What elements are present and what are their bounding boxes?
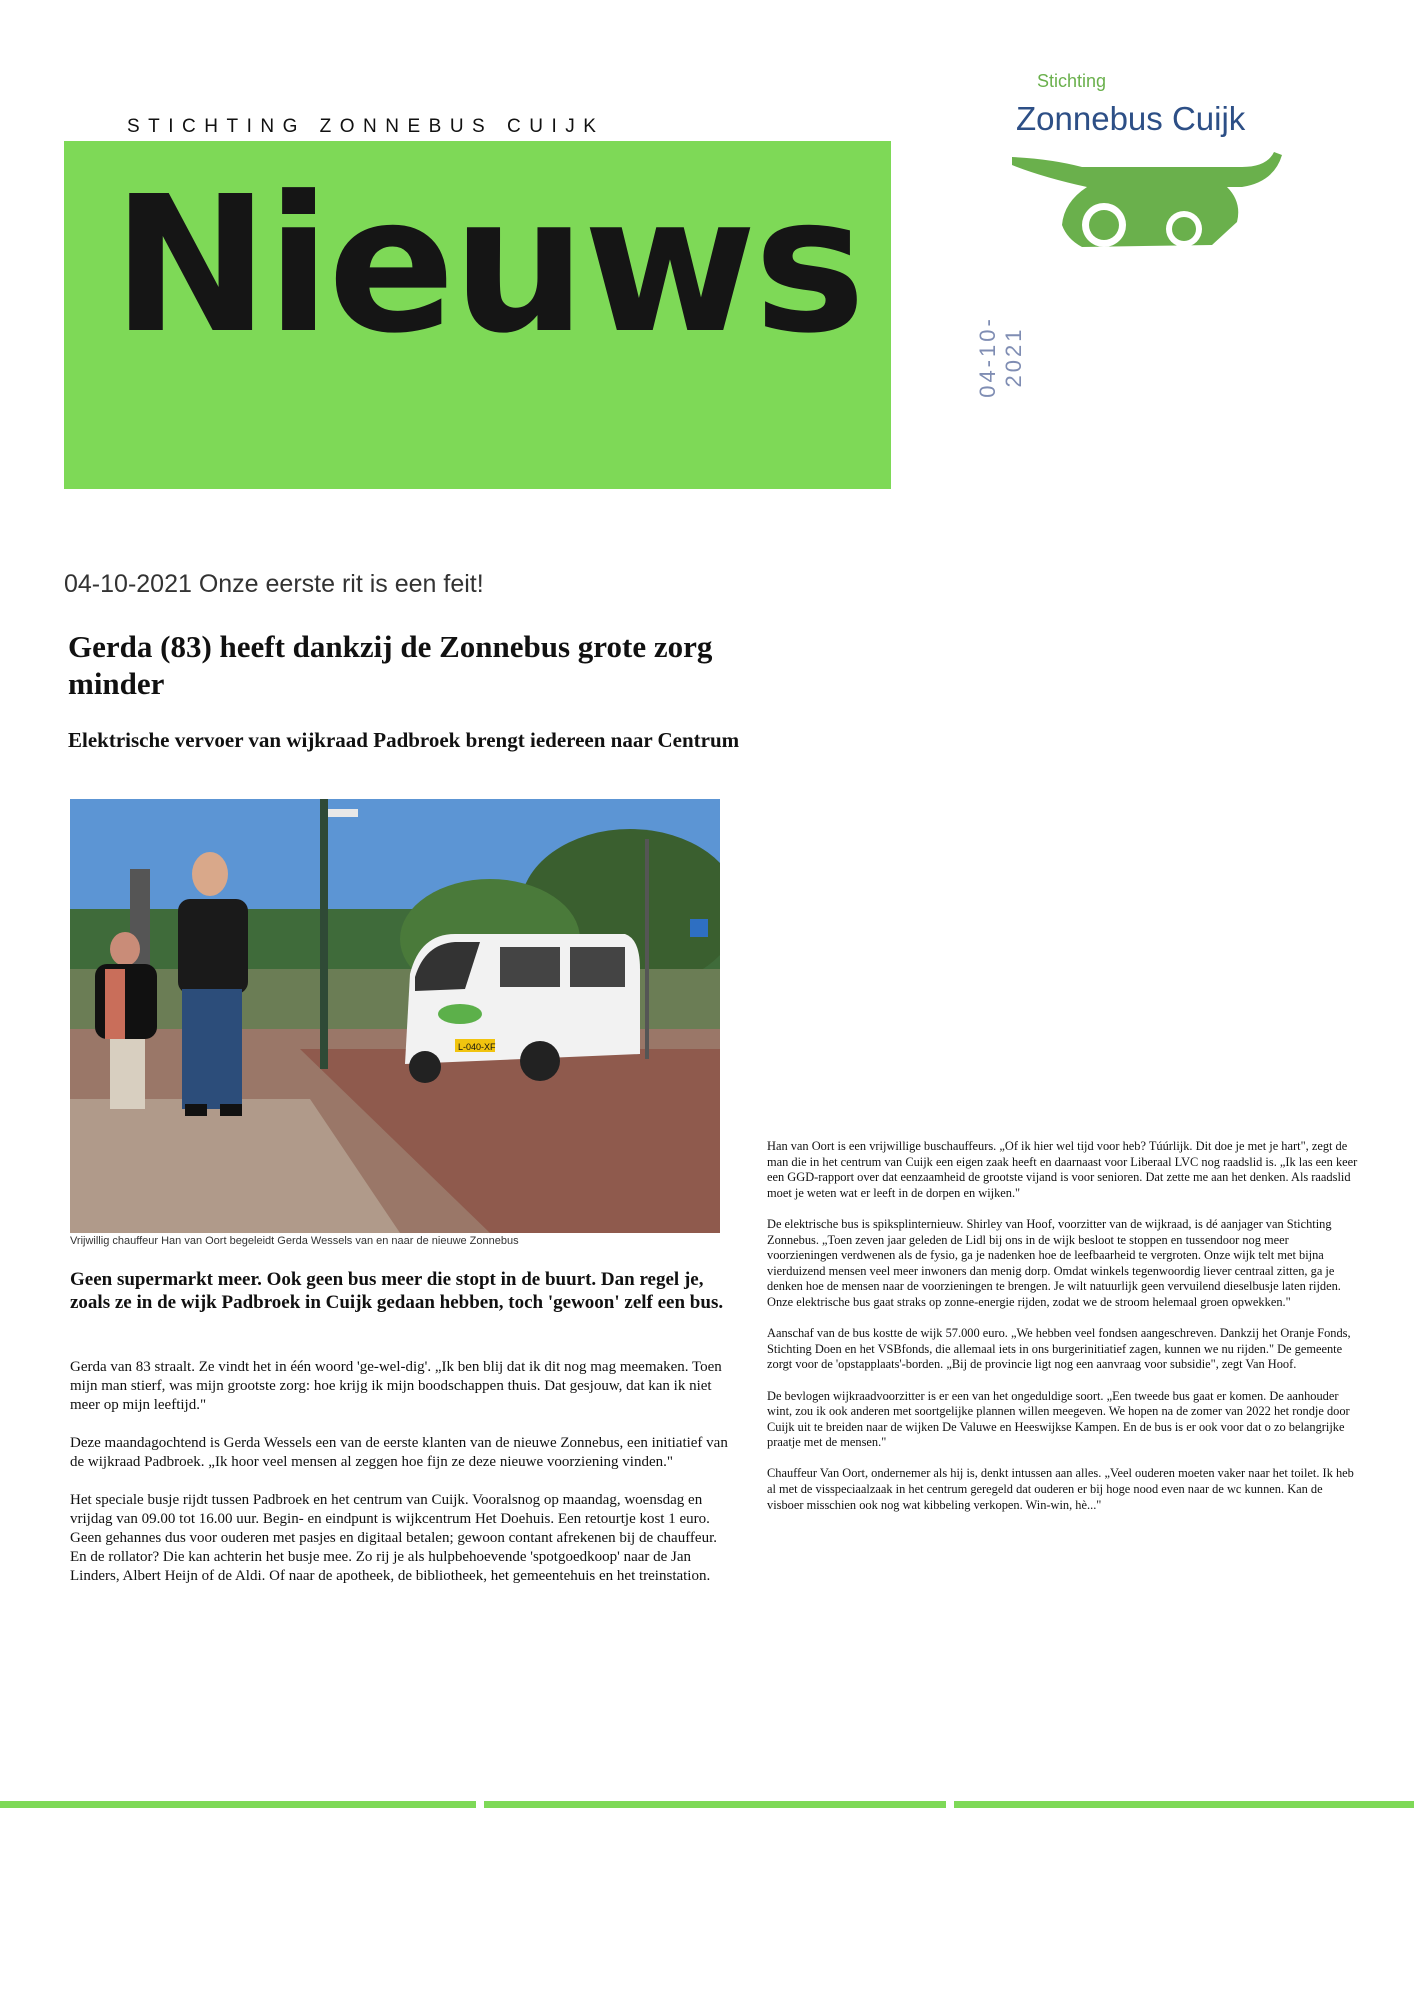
- intro-line: 04-10-2021 Onze eerste rit is een feit!: [64, 570, 484, 598]
- vertical-date: 04-10-2021: [975, 316, 1026, 398]
- footer-rule: [0, 1801, 476, 1808]
- article-subheadline: Elektrische vervoer van wijkraad Padbroek brengt iedereen naar Centrum: [68, 728, 740, 752]
- left-column: [70, 1358, 730, 1605]
- paragraph: Chauffeur Van Oort, ondernemer als hij is, denkt intussen aan alles. „Veel ouderen moeten vaker naar het toilet. Ik heb al met de visspeciaalzaak in het centrum geregeld dat ouderen er bij hoge nood even naar de wc kunnen. Kan de visboer misschien ook nog wat kibbeling verkopen. Win-win, hè...": [767, 1466, 1354, 1512]
- photo-caption: Vrijwillig chauffeur Han van Oort begeleidt Gerda Wessels van en naar de nieuwe Zonnebus: [70, 1235, 519, 1247]
- paragraph: Gerda van 83 straalt. Ze vindt het in één woord 'ge-wel-dig'. „Ik ben blij dat ik dit nog mag meemaken. Toen mijn man stierf, was mijn grootste zorg: hoe krijg ik mijn boodschappen thuis. Dat gesjouw, dat kan ik niet meer op mijn leeftijd.": [70, 1359, 722, 1413]
- article-lead: Geen supermarkt meer. Ook geen bus meer die stopt in de buurt. Dan regel je, zoals ze in de wijk Padbroek in Cuijk gedaan hebben, toch 'gewoon' zelf een bus.: [70, 1269, 724, 1313]
- paragraph: Deze maandagochtend is Gerda Wessels een van de eerste klanten van de nieuwe Zonnebus, een initiatief van de wijkraad Padbroek. „Ik hoor veel mensen al zeggen hoe fijn ze deze nieuwe voorziening vinden.": [70, 1435, 728, 1470]
- paragraph: De elektrische bus is spiksplinternieuw. Shirley van Hoof, voorzitter van de wijkraad, is dé aanjager van Stichting Zonnebus. „Toen zeven jaar geleden de Lidl bij ons in de wijk besloot te stoppen en tussendoor nog meer voorzieningen verdwenen als de fysio, ga je nadenken hoe de leefbaarheid te vergroten. Onze wijk telt met bijna vierduizend mensen veel meer inwoners dan menig dorp. Omdat winkels tegenwoordig liever centraal zitten, ga je denken hoe de mensen naar de voorzieningen te brengen. Je wilt natuurlijk geen vervuilend dieselbusje laten rijden. Onze elektrische bus gaat straks op zonne-energie rijden, zodat we de stroom helemaal groen opwekken.": [767, 1216, 1341, 1309]
- zonnebus-logo-icon: [1012, 147, 1282, 257]
- article-headline: Gerda (83) heeft dankzij de Zonnebus grote zorg minder: [68, 629, 713, 701]
- paragraph: Aanschaf van de bus kostte de wijk 57.000 euro. „We hebben veel fondsen aangeschreven. Dankzij het Oranje Fonds, Stichting Doen en het VSBfonds, die allemaal iets in ons burgerinitiatief zagen, kunnen we nu rijden." De gemeente zorgt voor de 'opstapplaats'-borden. „Bij de provincie ligt nog een aanvraag voor subsidie", zegt Van Hoof.: [767, 1326, 1351, 1372]
- logo-line-name: Zonnebus Cuijk: [1016, 100, 1246, 137]
- logo-line-stichting: Stichting: [1037, 71, 1107, 91]
- article-photo: [70, 799, 720, 1233]
- right-column: [767, 1139, 1362, 1529]
- street-scene-illustration: [70, 799, 720, 1233]
- footer-rule: [484, 1801, 946, 1808]
- footer-rule: [954, 1801, 1414, 1808]
- paragraph: Het speciale busje rijdt tussen Padbroek en het centrum van Cuijk. Vooralsnog op maandag, woensdag en vrijdag van 09.00 tot 16.00 uur. Begin- en eindpunt is wijkcentrum Het Doehuis. Een retourtje kost 1 euro. Geen gehannes dus voor ouderen met pasjes en digitaal betalen; gewoon contant afrekenen bij de chauffeur. En de rollator? Die kan achterin het busje mee. Zo rij je als hulpbehoevende 'spotgoedkoop' naar de Jan Linders, Albert Heijn of de Aldi. Of naar de apotheek, de bibliotheek, het gemeentehuis en het treinstation.: [70, 1492, 717, 1584]
- organization-label: STICHTING ZONNEBUS CUIJK: [127, 116, 605, 137]
- page-title: Nieuws: [112, 156, 863, 375]
- paragraph: Han van Oort is een vrijwillige buschauffeurs. „Of ik hier wel tijd voor heb? Túúrlijk. Dit doe je met je hart", zegt de man die in het centrum van Cuijk een eigen zaak heeft en daarnaast voor Liberaal LVC nog raadslid is. „Ik las een keer een GGD-rapport over dat eenzaamheid de grootste vijand is voor senioren. Dat zette me aan het denken. Als raadslid moet je weten wat er leeft in de dorpen en wijken.": [767, 1139, 1358, 1200]
- license-plate: L-040-XF: [458, 1042, 496, 1052]
- paragraph: De bevlogen wijkraadvoorzitter is er een van het ongeduldige soort. „Een tweede bus gaat er komen. De aanhouder wint, zou ik ook anderen met soortgelijke plannen willen meegeven. We hopen na de zomer van 2022 het rondje door Cuijk uit te breiden naar de wijken De Valuwe en Heeswijkse Kampen. En de bus is er ook voor dat o zo belangrijke praatje met de mensen.": [767, 1388, 1350, 1450]
